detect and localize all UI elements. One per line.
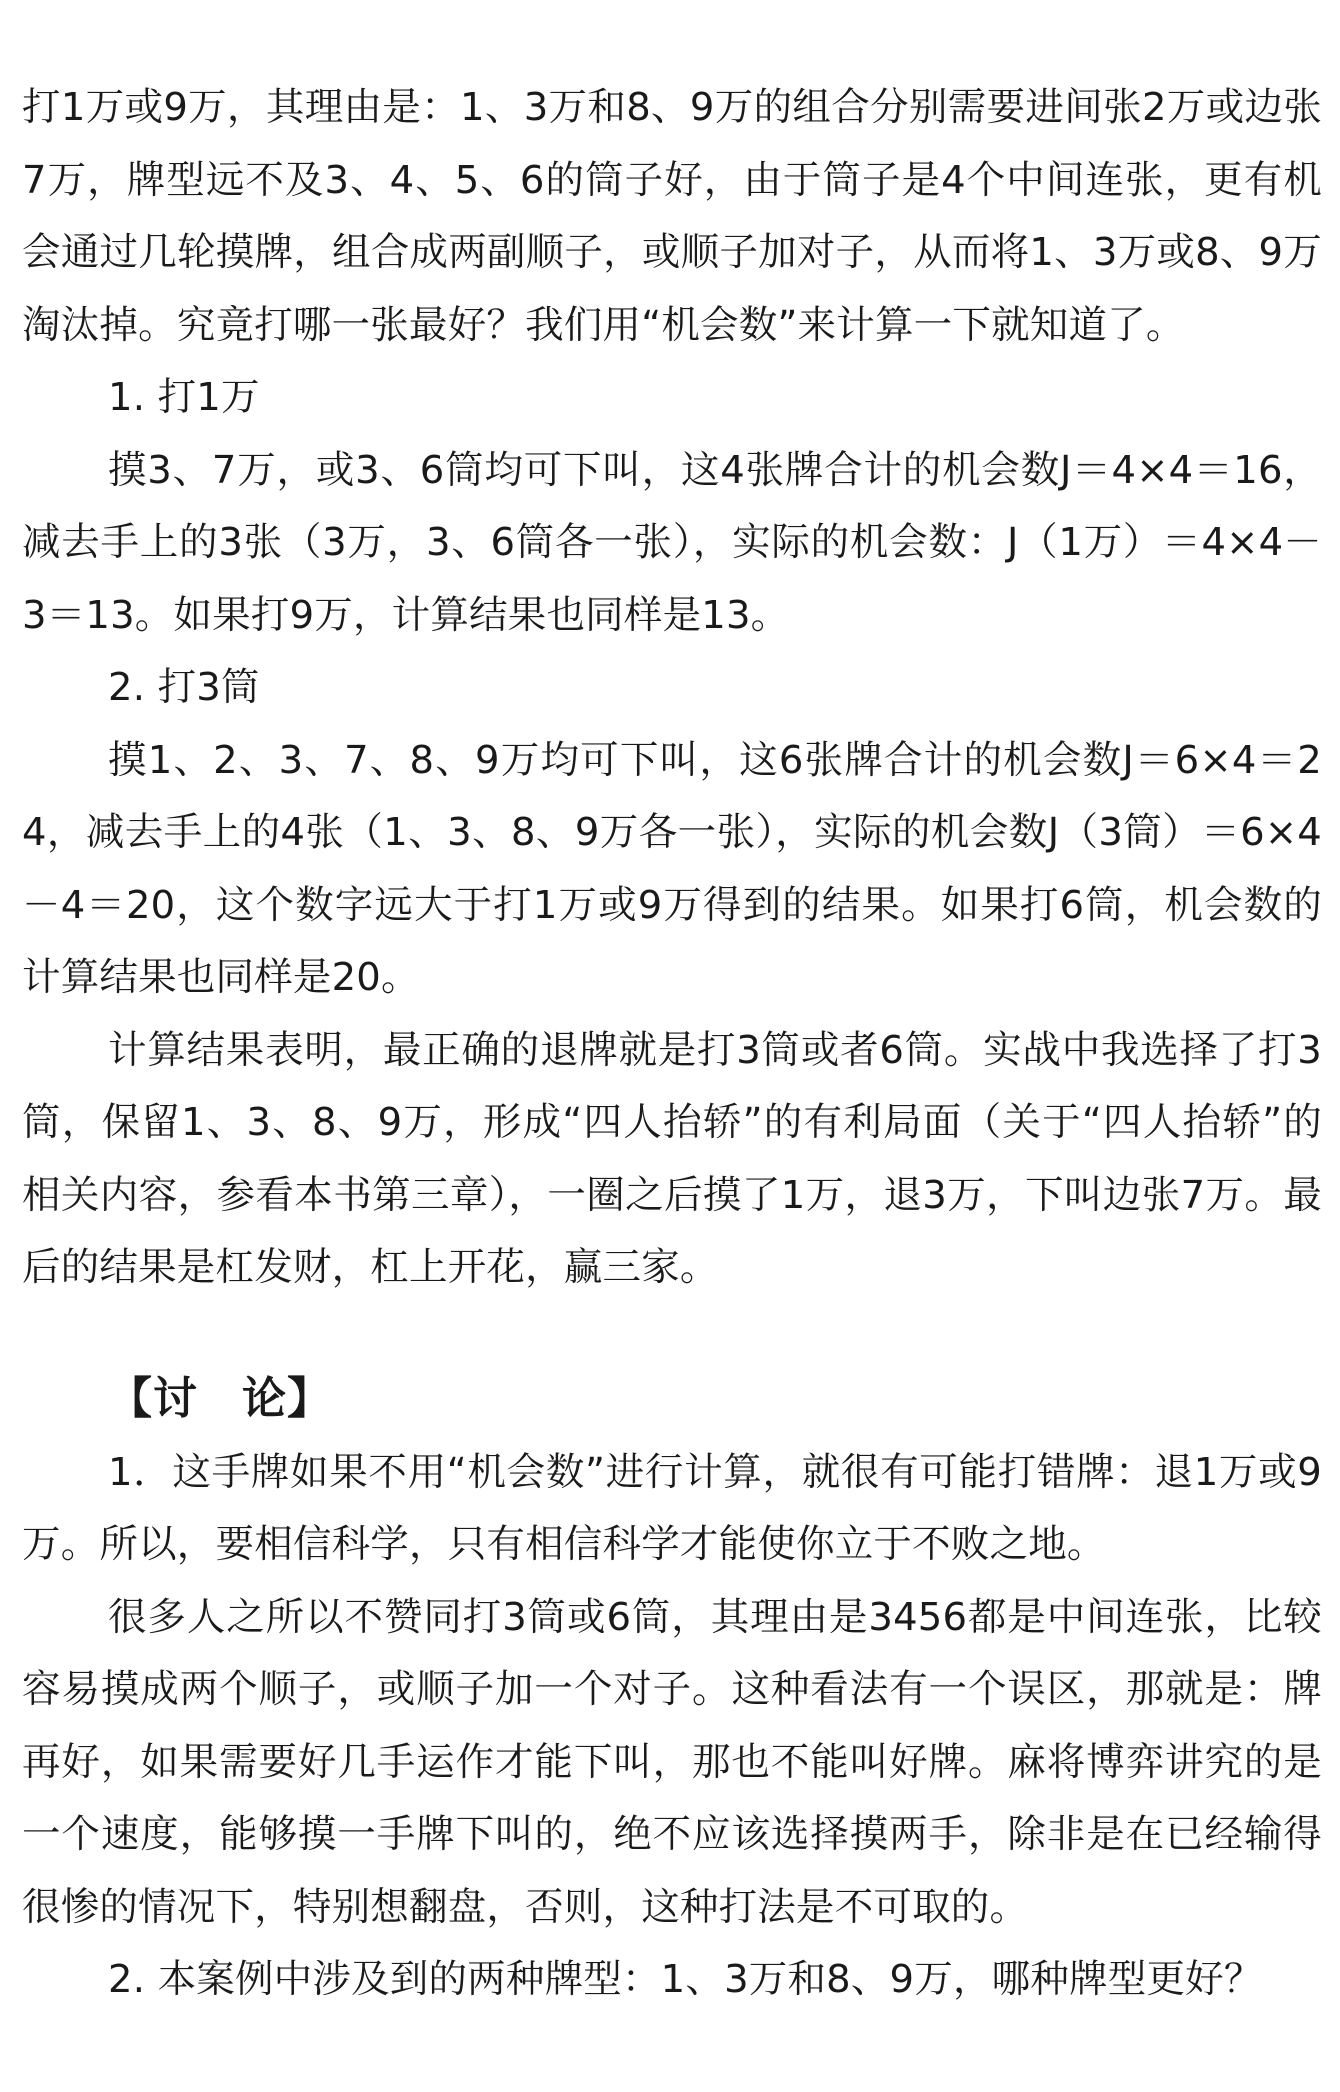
- paragraph-conclusion: 计算结果表明，最正确的退牌就是打3筒或者6筒。实战中我选择了打3筒，保留1、3、8、9万，形成“四人抬轿”的有利局面（关于“四人抬轿”的相关内容，参看本书第三章），一圈之后摸了1万，退3万，下叫边张7万。最后的结果是杠发财，杠上开花，赢三家。: [22, 1027, 1322, 1290]
- heading-word-2: 论: [242, 1372, 287, 1424]
- discussion-point-1: 1．这手牌如果不用“机会数”进行计算，就很有可能打错牌：退1万或9万。所以，要相信科学，只有相信科学才能使你立于不败之地。: [22, 1449, 1322, 1567]
- heading-close-bracket: 】: [287, 1372, 332, 1424]
- heading-open-bracket: 【: [108, 1372, 153, 1424]
- option-1-title: 1. 打1万: [108, 375, 260, 420]
- paragraph-intro: 打1万或9万，其理由是：1、3万和8、9万的组合分别需要进间张2万或边张7万，牌型远不及3、4、5、6的筒子好，由于筒子是4个中间连张，更有机会通过几轮摸牌，组合成两副顺子，或顺子加对子，从而将1、3万或8、9万淘汰掉。究竟打哪一张最好？我们用“机会数”来计算一下就知道了。: [22, 85, 1322, 348]
- section-spacer: [22, 1305, 1322, 1361]
- heading-word-1: 讨: [153, 1372, 198, 1424]
- discussion-point-1-detail: 很多人之所以不赞同打3筒或6筒，其理由是3456都是中间连张，比较容易摸成两个顺子，或顺子加一个对子。这种看法有一个误区，那就是：牌再好，如果需要好几手运作才能下叫，那也不能叫好牌。麻将博弈讲究的是一个速度，能够摸一手牌下叫的，绝不应该选择摸两手，除非是在已经输得很惨的情况下，特别想翻盘，否则，这种打法是不可取的。: [22, 1594, 1322, 1930]
- discussion-point-2: 2. 本案例中涉及到的两种牌型：1、3万和8、9万，哪种牌型更好？: [108, 1957, 1263, 2002]
- discussion-heading: [22, 1361, 1322, 1437]
- option-1-body: 摸3、7万，或3、6筒均可下叫，这4张牌合计的机会数J＝4×4＝16，减去手上的3张（3万，3、6筒各一张），实际的机会数：J（1万）＝4×4－3＝13。如果打9万，计算结果也同样是13。: [22, 447, 1322, 638]
- option-2-title: 2. 打3筒: [108, 665, 260, 710]
- option-2-body: 摸1、2、3、7、8、9万均可下叫，这6张牌合计的机会数J＝6×4＝24，减去手上的4张（1、3、8、9万各一张），实际的机会数J（3筒）＝6×4－4＝20，这个数字远大于打1万或9万得到的结果。如果打6筒，机会数的计算结果也同样是20。: [22, 737, 1322, 1000]
